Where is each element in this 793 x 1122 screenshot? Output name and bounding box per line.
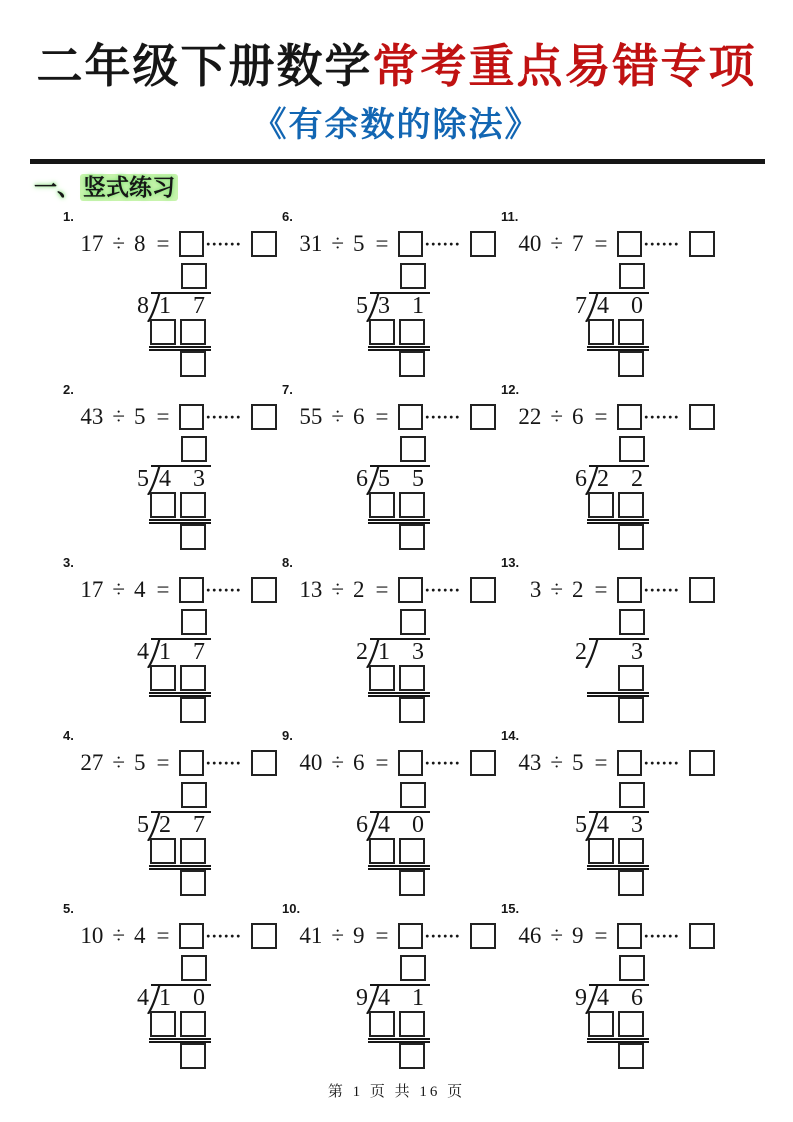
remainder-answer-box[interactable]	[251, 923, 277, 949]
dividend-value: 31	[299, 231, 323, 256]
division-divisor: 5	[575, 812, 587, 838]
divisor-value: 2	[572, 577, 584, 602]
product-ones-box[interactable]	[618, 492, 644, 518]
equals-sign: =	[594, 923, 608, 948]
problem-number: 3.	[63, 555, 74, 570]
product-tens-box[interactable]	[588, 838, 614, 864]
equals-sign: =	[594, 404, 608, 429]
divide-sign: ÷	[331, 923, 345, 948]
remainder-answer-box[interactable]	[470, 404, 496, 430]
quotient-answer-box[interactable]	[398, 750, 424, 776]
remainder-box[interactable]	[399, 351, 425, 377]
division-divisor: 6	[356, 812, 368, 838]
divisor-value: 7	[572, 231, 584, 256]
dividend-value: 3	[529, 577, 542, 602]
problem-cell	[496, 380, 715, 553]
dividend-tens-digit: 4	[378, 985, 390, 1011]
equation-row	[58, 922, 277, 950]
long-division-diagram	[574, 609, 694, 723]
equals-sign: =	[375, 231, 389, 256]
equation-row	[277, 749, 496, 777]
product-tens-box[interactable]	[150, 665, 176, 691]
remainder-answer-box[interactable]	[689, 923, 715, 949]
equals-sign: =	[375, 750, 389, 775]
remainder-dots: ······	[205, 926, 242, 946]
divide-sign: ÷	[550, 231, 564, 256]
product-tens-box[interactable]	[588, 492, 614, 518]
equation-row	[58, 403, 277, 431]
division-divisor: 9	[356, 985, 368, 1011]
remainder-answer-box[interactable]	[470, 750, 496, 776]
long-division-diagram	[355, 263, 475, 377]
equation-row	[496, 230, 715, 258]
remainder-box[interactable]	[180, 697, 206, 723]
division-divisor: 5	[137, 466, 149, 492]
product-ones-box[interactable]	[618, 1011, 644, 1037]
remainder-dots: ······	[643, 926, 680, 946]
division-divisor: 2	[356, 639, 368, 665]
product-ones-box[interactable]	[618, 838, 644, 864]
dividend-ones-digit: 2	[631, 466, 643, 492]
quotient-box[interactable]	[181, 609, 207, 635]
problem-cell	[277, 726, 496, 899]
problem-cell	[496, 899, 715, 1072]
product-ones-box[interactable]	[180, 665, 206, 691]
remainder-box[interactable]	[618, 524, 644, 550]
remainder-answer-box[interactable]	[689, 577, 715, 603]
dividend-value: 27	[80, 750, 104, 775]
divide-sign: ÷	[331, 577, 345, 602]
dividend-ones-digit: 7	[193, 812, 205, 838]
quotient-answer-box[interactable]	[617, 404, 643, 430]
division-divisor: 5	[137, 812, 149, 838]
remainder-box[interactable]	[399, 697, 425, 723]
section-heading	[34, 173, 793, 203]
quotient-answer-box[interactable]	[179, 404, 205, 430]
quotient-box[interactable]	[619, 263, 645, 289]
dividend-ones-digit: 0	[631, 293, 643, 319]
divide-sign: ÷	[331, 231, 345, 256]
remainder-box[interactable]	[180, 351, 206, 377]
product-tens-box[interactable]	[150, 492, 176, 518]
equals-sign: =	[156, 404, 170, 429]
product-tens-box[interactable]	[150, 319, 176, 345]
product-ones-box[interactable]	[618, 319, 644, 345]
dividend-ones-digit: 3	[631, 812, 643, 838]
problems-grid	[0, 207, 793, 1072]
remainder-answer-box[interactable]	[251, 577, 277, 603]
product-ones-box[interactable]	[180, 492, 206, 518]
dividend-tens-digit: 4	[597, 812, 609, 838]
equals-sign: =	[594, 231, 608, 256]
equation-row	[277, 922, 496, 950]
long-division-diagram	[136, 782, 256, 896]
dividend-ones-digit: 1	[412, 985, 424, 1011]
page-title	[0, 0, 793, 98]
long-division-diagram	[574, 955, 694, 1069]
problem-cell	[496, 207, 715, 380]
remainder-answer-box[interactable]	[251, 231, 277, 257]
equals-sign: =	[375, 577, 389, 602]
divide-sign: ÷	[112, 404, 126, 429]
remainder-dots: ······	[424, 234, 461, 254]
problem-number: 10.	[282, 901, 301, 916]
equals-sign: =	[375, 923, 389, 948]
remainder-answer-box[interactable]	[689, 404, 715, 430]
dividend-tens-digit: 4	[597, 293, 609, 319]
remainder-dots: ······	[205, 234, 242, 254]
quotient-answer-box[interactable]	[179, 750, 205, 776]
quotient-box[interactable]	[181, 263, 207, 289]
quotient-answer-box[interactable]	[617, 923, 643, 949]
quotient-box[interactable]	[619, 782, 645, 808]
remainder-answer-box[interactable]	[689, 750, 715, 776]
divisor-value: 5	[353, 231, 365, 256]
quotient-answer-box[interactable]	[179, 231, 205, 257]
division-divisor: 8	[137, 293, 149, 319]
problem-cell	[58, 207, 277, 380]
remainder-answer-box[interactable]	[470, 231, 496, 257]
problem-number: 4.	[63, 728, 74, 743]
product-tens-box[interactable]	[588, 1011, 614, 1037]
long-division-diagram	[136, 609, 256, 723]
equals-sign: =	[156, 577, 170, 602]
remainder-dots: ······	[424, 580, 461, 600]
division-divisor: 6	[575, 466, 587, 492]
title-red-part: 常考重点易错专项	[372, 41, 757, 92]
equals-sign: =	[375, 404, 389, 429]
divide-sign: ÷	[550, 577, 564, 602]
quotient-box[interactable]	[619, 436, 645, 462]
quotient-answer-box[interactable]	[398, 231, 424, 257]
dividend-tens-digit: 2	[159, 812, 171, 838]
divisor-value: 2	[353, 577, 365, 602]
division-divisor: 4	[137, 985, 149, 1011]
quotient-answer-box[interactable]	[179, 577, 205, 603]
product-tens-box[interactable]	[369, 319, 395, 345]
dividend-ones-digit: 5	[412, 466, 424, 492]
equation-row	[58, 576, 277, 604]
quotient-box[interactable]	[400, 782, 426, 808]
problem-number: 1.	[63, 209, 74, 224]
dividend-tens-digit: 4	[159, 466, 171, 492]
problem-cell	[58, 899, 277, 1072]
division-divisor: 4	[137, 639, 149, 665]
dividend-value: 13	[299, 577, 323, 602]
problem-number: 5.	[63, 901, 74, 916]
remainder-dots: ······	[424, 926, 461, 946]
dividend-ones-digit: 0	[193, 985, 205, 1011]
equation-row	[496, 576, 715, 604]
long-division-diagram	[355, 782, 475, 896]
dividend-value: 17	[80, 577, 104, 602]
divisor-value: 8	[134, 231, 146, 256]
dividend-value: 43	[518, 750, 542, 775]
dividend-ones-digit: 0	[412, 812, 424, 838]
divide-sign: ÷	[112, 231, 126, 256]
dividend-ones-digit: 7	[193, 639, 205, 665]
divide-sign: ÷	[112, 577, 126, 602]
remainder-dots: ······	[643, 753, 680, 773]
divide-sign: ÷	[331, 750, 345, 775]
quotient-box[interactable]	[619, 609, 645, 635]
remainder-box[interactable]	[180, 524, 206, 550]
quotient-box[interactable]	[181, 782, 207, 808]
equals-sign: =	[156, 750, 170, 775]
dividend-ones-digit: 1	[412, 293, 424, 319]
remainder-answer-box[interactable]	[470, 923, 496, 949]
long-division-diagram	[136, 436, 256, 550]
product-ones-box[interactable]	[399, 665, 425, 691]
divisor-value: 6	[353, 750, 365, 775]
problem-cell	[277, 207, 496, 380]
dividend-value: 17	[80, 231, 104, 256]
problem-number: 8.	[282, 555, 293, 570]
quotient-box[interactable]	[181, 436, 207, 462]
quotient-answer-box[interactable]	[617, 750, 643, 776]
problem-number: 12.	[501, 382, 520, 397]
equation-row	[277, 230, 496, 258]
remainder-dots: ······	[205, 407, 242, 427]
problem-number: 13.	[501, 555, 520, 570]
problem-number: 6.	[282, 209, 293, 224]
remainder-box[interactable]	[399, 1043, 425, 1069]
problem-number: 2.	[63, 382, 74, 397]
product-tens-box[interactable]	[150, 838, 176, 864]
dividend-value: 22	[518, 404, 542, 429]
problem-cell	[58, 380, 277, 553]
quotient-box[interactable]	[400, 436, 426, 462]
remainder-answer-box[interactable]	[470, 577, 496, 603]
equation-row	[58, 230, 277, 258]
remainder-dots: ······	[424, 407, 461, 427]
quotient-answer-box[interactable]	[398, 577, 424, 603]
remainder-answer-box[interactable]	[689, 231, 715, 257]
remainder-box[interactable]	[618, 870, 644, 896]
dividend-value: 40	[518, 231, 542, 256]
problem-number: 7.	[282, 382, 293, 397]
remainder-dots: ······	[205, 753, 242, 773]
divide-sign: ÷	[550, 404, 564, 429]
dividend-value: 46	[518, 923, 542, 948]
long-division-diagram	[355, 609, 475, 723]
problem-number: 11.	[501, 209, 519, 224]
remainder-dots: ······	[643, 407, 680, 427]
product-tens-box[interactable]	[588, 319, 614, 345]
dividend-tens-digit: 1	[159, 985, 171, 1011]
problem-cell	[277, 899, 496, 1072]
dividend-ones-digit: 3	[631, 639, 643, 665]
quotient-box[interactable]	[400, 263, 426, 289]
equation-row	[496, 749, 715, 777]
double-rule-divider	[30, 159, 765, 164]
dividend-tens-digit: 5	[378, 466, 390, 492]
divide-sign: ÷	[331, 404, 345, 429]
dividend-tens-digit: 2	[597, 466, 609, 492]
dividend-tens-digit: 3	[378, 293, 390, 319]
product-ones-box[interactable]	[180, 838, 206, 864]
quotient-box[interactable]	[181, 955, 207, 981]
equals-sign: =	[156, 923, 170, 948]
dividend-value: 55	[299, 404, 323, 429]
dividend-value: 41	[299, 923, 323, 948]
divisor-value: 6	[353, 404, 365, 429]
problem-number: 9.	[282, 728, 293, 743]
page-subtitle: 《有余数的除法》	[252, 107, 541, 144]
product-ones-box[interactable]	[180, 319, 206, 345]
dividend-tens-digit: 4	[597, 985, 609, 1011]
equation-row	[277, 576, 496, 604]
equation-row	[58, 749, 277, 777]
divisor-value: 9	[572, 923, 584, 948]
product-ones-box[interactable]	[399, 838, 425, 864]
dividend-value: 43	[80, 404, 104, 429]
remainder-box[interactable]	[618, 351, 644, 377]
divisor-value: 5	[572, 750, 584, 775]
divisor-value: 4	[134, 923, 146, 948]
problem-cell	[58, 553, 277, 726]
dividend-ones-digit: 3	[193, 466, 205, 492]
division-divisor: 9	[575, 985, 587, 1011]
divisor-value: 5	[134, 404, 146, 429]
equals-sign: =	[594, 750, 608, 775]
remainder-answer-box[interactable]	[251, 404, 277, 430]
quotient-answer-box[interactable]	[617, 231, 643, 257]
long-division-diagram	[136, 263, 256, 377]
quotient-box[interactable]	[619, 955, 645, 981]
remainder-dots: ······	[424, 753, 461, 773]
divisor-value: 9	[353, 923, 365, 948]
equals-sign: =	[594, 577, 608, 602]
product-tens-box[interactable]	[369, 492, 395, 518]
divide-sign: ÷	[112, 750, 126, 775]
division-divisor: 7	[575, 293, 587, 319]
product-tens-box[interactable]	[369, 1011, 395, 1037]
long-division-diagram	[574, 782, 694, 896]
product-ones-box[interactable]	[399, 1011, 425, 1037]
division-bracket-icon	[584, 639, 599, 668]
long-division-diagram	[574, 436, 694, 550]
quotient-answer-box[interactable]	[617, 577, 643, 603]
remainder-box[interactable]	[399, 870, 425, 896]
equation-row	[496, 922, 715, 950]
dividend-tens-digit: 1	[159, 293, 171, 319]
problem-cell	[496, 726, 715, 899]
quotient-box[interactable]	[400, 955, 426, 981]
product-tens-box[interactable]	[150, 1011, 176, 1037]
section-number: 一、	[34, 175, 80, 200]
problem-cell	[58, 726, 277, 899]
remainder-box[interactable]	[399, 524, 425, 550]
dividend-ones-digit: 3	[412, 639, 424, 665]
product-tens-box[interactable]	[369, 838, 395, 864]
remainder-box[interactable]	[618, 1043, 644, 1069]
quotient-answer-box[interactable]	[398, 404, 424, 430]
problem-cell	[496, 553, 715, 726]
remainder-dots: ······	[205, 580, 242, 600]
remainder-dots: ······	[643, 234, 680, 254]
quotient-answer-box[interactable]	[179, 923, 205, 949]
division-divisor: 2	[575, 639, 587, 665]
long-division-diagram	[355, 955, 475, 1069]
divisor-value: 4	[134, 577, 146, 602]
problem-number: 14.	[501, 728, 520, 743]
problem-cell	[277, 380, 496, 553]
divide-sign: ÷	[112, 923, 126, 948]
section-title-highlighted: 竖式练习	[80, 174, 178, 201]
long-division-diagram	[136, 955, 256, 1069]
problem-cell	[277, 553, 496, 726]
product-ones-box[interactable]	[618, 665, 644, 691]
title-black-part: 二年级下册数学	[36, 41, 373, 92]
divisor-value: 6	[572, 404, 584, 429]
equation-row	[496, 403, 715, 431]
divide-sign: ÷	[550, 923, 564, 948]
remainder-box[interactable]	[180, 870, 206, 896]
dividend-value: 10	[80, 923, 104, 948]
remainder-answer-box[interactable]	[251, 750, 277, 776]
divisor-value: 5	[134, 750, 146, 775]
division-divisor: 5	[356, 293, 368, 319]
remainder-box[interactable]	[180, 1043, 206, 1069]
dividend-ones-digit: 6	[631, 985, 643, 1011]
dividend-tens-digit: 1	[159, 639, 171, 665]
dividend-value: 40	[299, 750, 323, 775]
problem-number: 15.	[501, 901, 520, 916]
product-ones-box[interactable]	[180, 1011, 206, 1037]
quotient-answer-box[interactable]	[398, 923, 424, 949]
remainder-dots: ······	[643, 580, 680, 600]
remainder-box[interactable]	[618, 697, 644, 723]
dividend-tens-digit: 4	[378, 812, 390, 838]
division-divisor: 6	[356, 466, 368, 492]
product-ones-box[interactable]	[399, 319, 425, 345]
quotient-box[interactable]	[400, 609, 426, 635]
dividend-tens-digit: 1	[378, 639, 390, 665]
equation-row	[277, 403, 496, 431]
divide-sign: ÷	[550, 750, 564, 775]
dividend-ones-digit: 7	[193, 293, 205, 319]
page-footer: 第 1 页 共 16 页	[327, 1084, 466, 1100]
equals-sign: =	[156, 231, 170, 256]
product-tens-box[interactable]	[369, 665, 395, 691]
long-division-diagram	[574, 263, 694, 377]
product-ones-box[interactable]	[399, 492, 425, 518]
long-division-diagram	[355, 436, 475, 550]
